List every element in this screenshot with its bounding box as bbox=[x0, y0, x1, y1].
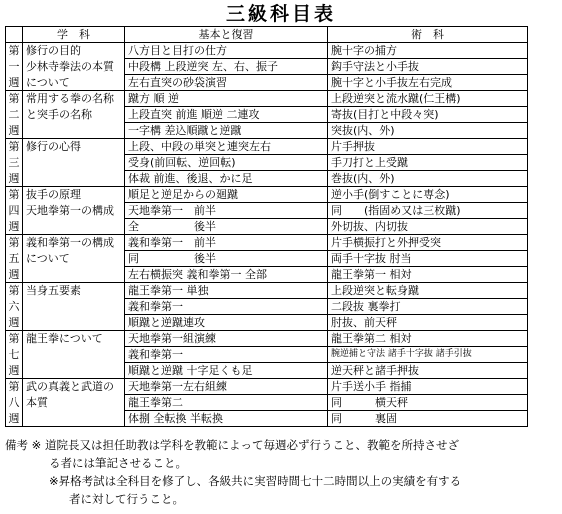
technique-cell: 片手押抜 bbox=[328, 139, 528, 155]
theory-cell: 抜手の原理 bbox=[23, 187, 125, 203]
week-label-char: 第 bbox=[6, 139, 23, 155]
remarks bbox=[5, 436, 461, 508]
week-label-char: 週 bbox=[6, 267, 23, 283]
theory-cell: 天地拳第一の構成 bbox=[23, 203, 125, 219]
remark-line-1: 備考 ※ 道院長又は担任助教は学科を教範によって毎週必ず行うこと、教範を所持させざ bbox=[5, 438, 459, 452]
theory-cell bbox=[23, 363, 125, 379]
technique-cell: 上段逆突と流水蹴(仁王構) bbox=[328, 91, 528, 107]
basics-cell: 左右直突の砂袋演習 bbox=[125, 75, 328, 91]
theory-cell: について bbox=[23, 251, 125, 267]
basics-cell: 義和拳第一 bbox=[125, 347, 328, 363]
technique-cell: 同 (指固め又は三枚蹴) bbox=[328, 203, 528, 219]
week-label-char: 第 bbox=[6, 379, 23, 395]
technique-cell: 逆小手(倒すことに専念) bbox=[328, 187, 528, 203]
table-row bbox=[6, 235, 528, 251]
table-row bbox=[6, 251, 528, 267]
remark-line-4: 者に対して行うこと。 bbox=[69, 492, 184, 506]
table-row bbox=[6, 347, 528, 363]
week-label-char: 第 bbox=[6, 91, 23, 107]
table-row bbox=[6, 395, 528, 411]
basics-cell: 全 後半 bbox=[125, 219, 328, 235]
week-label-char: 二 bbox=[6, 107, 23, 123]
table-row bbox=[6, 91, 528, 107]
basics-cell: 上段直突 前進 順逆 二連攻 bbox=[125, 107, 328, 123]
theory-cell: 本質 bbox=[23, 395, 125, 411]
theory-cell: 少林寺拳法の本質 bbox=[23, 59, 125, 75]
table-row bbox=[6, 187, 528, 203]
week-label-char: 五 bbox=[6, 251, 23, 267]
theory-cell: について bbox=[23, 75, 125, 91]
week-label-char: 週 bbox=[6, 363, 23, 379]
theory-cell: 当身五要素 bbox=[23, 283, 125, 299]
table-row bbox=[6, 283, 528, 299]
week-label-char: 七 bbox=[6, 347, 23, 363]
technique-cell: 龍王拳第一 相対 bbox=[328, 267, 528, 283]
week-label-char: 週 bbox=[6, 171, 23, 187]
basics-cell: 一字構 差込順蹴と逆蹴 bbox=[125, 123, 328, 139]
week-label-char: 四 bbox=[6, 203, 23, 219]
basics-cell: 天地拳第一組演練 bbox=[125, 331, 328, 347]
table-row bbox=[6, 331, 528, 347]
week-label-char: 週 bbox=[6, 219, 23, 235]
basics-cell: 受身(前回転、逆回転) bbox=[125, 155, 328, 171]
week-label-char: 三 bbox=[6, 155, 23, 171]
table-row bbox=[6, 139, 528, 155]
technique-cell: 巻抜(内、外) bbox=[328, 171, 528, 187]
week-label-char: 第 bbox=[6, 43, 23, 59]
technique-cell: 腕十字の捕方 bbox=[328, 43, 528, 59]
week-label-char: 八 bbox=[6, 395, 23, 411]
basics-cell: 順足と逆足からの廻蹴 bbox=[125, 187, 328, 203]
table-row bbox=[6, 299, 528, 315]
technique-cell: 肘抜、前天秤 bbox=[328, 315, 528, 331]
table-row bbox=[6, 43, 528, 59]
theory-cell: 義和拳第一の構成 bbox=[23, 235, 125, 251]
table-header-row bbox=[6, 27, 528, 43]
theory-cell: と突手の名称 bbox=[23, 107, 125, 123]
basics-cell: 龍王拳第一 単独 bbox=[125, 283, 328, 299]
technique-cell: 上段逆突と転身蹴 bbox=[328, 283, 528, 299]
week-label-char: 第 bbox=[6, 235, 23, 251]
table-row bbox=[6, 315, 528, 331]
week-label-char: 第 bbox=[6, 331, 23, 347]
basics-cell: 義和拳第一 bbox=[125, 299, 328, 315]
basics-cell: 義和拳第一 前半 bbox=[125, 235, 328, 251]
theory-cell: 常用する拳の名称 bbox=[23, 91, 125, 107]
table-row bbox=[6, 219, 528, 235]
technique-cell: 同 横天秤 bbox=[328, 395, 528, 411]
table-row bbox=[6, 363, 528, 379]
technique-cell: 鈎手守法と小手抜 bbox=[328, 59, 528, 75]
theory-cell: 修行の目的 bbox=[23, 43, 125, 59]
basics-cell: 中段構 上段逆突 左、右、振子 bbox=[125, 59, 328, 75]
basics-cell: 順蹴と逆蹴 十字足くも足 bbox=[125, 363, 328, 379]
theory-cell: 龍王拳について bbox=[23, 331, 125, 347]
basics-cell: 順蹴と逆蹴連攻 bbox=[125, 315, 328, 331]
technique-cell: 腕逆捕と守法 諸手十字抜 諸手引抜 bbox=[328, 347, 528, 363]
technique-cell: 片手送小手 指捕 bbox=[328, 379, 528, 395]
theory-cell bbox=[23, 299, 125, 315]
basics-cell: 体裁 前進、後退、かに足 bbox=[125, 171, 328, 187]
technique-cell: 外切抜、内切抜 bbox=[328, 219, 528, 235]
curriculum-table bbox=[5, 26, 528, 427]
basics-cell: 天地拳第一左右組練 bbox=[125, 379, 328, 395]
theory-cell bbox=[23, 219, 125, 235]
week-label-char: 第 bbox=[6, 283, 23, 299]
table-row bbox=[6, 59, 528, 75]
basics-cell: 体捌 全転換 半転換 bbox=[125, 411, 328, 427]
theory-cell: 武の真義と武道の bbox=[23, 379, 125, 395]
header-technique: 術 科 bbox=[328, 27, 528, 43]
theory-cell bbox=[23, 171, 125, 187]
technique-cell: 二段抜 裏拳打 bbox=[328, 299, 528, 315]
table-body bbox=[6, 43, 528, 427]
basics-cell: 同 後半 bbox=[125, 251, 328, 267]
header-week bbox=[6, 27, 23, 43]
header-theory: 学 科 bbox=[23, 27, 125, 43]
technique-cell: 両手十字抜 肘当 bbox=[328, 251, 528, 267]
table-row bbox=[6, 123, 528, 139]
week-label-char: 第 bbox=[6, 187, 23, 203]
remark-line-3: ※昇格考試は全科目を修了し、各級共に実習時間七十二時間以上の実績を有する bbox=[49, 474, 462, 488]
table-row bbox=[6, 155, 528, 171]
week-label-char: 週 bbox=[6, 411, 23, 427]
table-row bbox=[6, 411, 528, 427]
table-row bbox=[6, 267, 528, 283]
table-row bbox=[6, 203, 528, 219]
week-label-char: 六 bbox=[6, 299, 23, 315]
technique-cell: 手刀打と上受蹴 bbox=[328, 155, 528, 171]
table-row bbox=[6, 107, 528, 123]
remark-line-2: る者には筆記させること。 bbox=[49, 456, 187, 470]
theory-cell bbox=[23, 315, 125, 331]
table-row bbox=[6, 171, 528, 187]
header-basics: 基本と復習 bbox=[125, 27, 328, 43]
page-title: 三級科目表 bbox=[225, 3, 336, 25]
theory-cell bbox=[23, 267, 125, 283]
technique-cell: 突抜(内、外) bbox=[328, 123, 528, 139]
week-label-char: 一 bbox=[6, 59, 23, 75]
theory-cell bbox=[23, 347, 125, 363]
theory-cell bbox=[23, 123, 125, 139]
basics-cell: 蹴方 順 逆 bbox=[125, 91, 328, 107]
week-label-char: 週 bbox=[6, 75, 23, 91]
basics-cell: 八方目と目打の仕方 bbox=[125, 43, 328, 59]
table-row bbox=[6, 379, 528, 395]
basics-cell: 龍王拳第二 bbox=[125, 395, 328, 411]
basics-cell: 上段、中段の単突と連突左右 bbox=[125, 139, 328, 155]
theory-cell: 修行の心得 bbox=[23, 139, 125, 155]
technique-cell: 逆天秤と諸手押抜 bbox=[328, 363, 528, 379]
theory-cell bbox=[23, 411, 125, 427]
technique-cell: 同 裏固 bbox=[328, 411, 528, 427]
technique-cell: 片手横振打と外押受突 bbox=[328, 235, 528, 251]
week-label-char: 週 bbox=[6, 123, 23, 139]
technique-cell: 腕十字と小手抜左右完成 bbox=[328, 75, 528, 91]
basics-cell: 天地拳第一 前半 bbox=[125, 203, 328, 219]
table-row bbox=[6, 75, 528, 91]
basics-cell: 左右横振突 義和拳第一 全部 bbox=[125, 267, 328, 283]
week-label-char: 週 bbox=[6, 315, 23, 331]
technique-cell: 寄抜(目打と中段々突) bbox=[328, 107, 528, 123]
theory-cell bbox=[23, 155, 125, 171]
technique-cell: 龍王拳第二 相対 bbox=[328, 331, 528, 347]
